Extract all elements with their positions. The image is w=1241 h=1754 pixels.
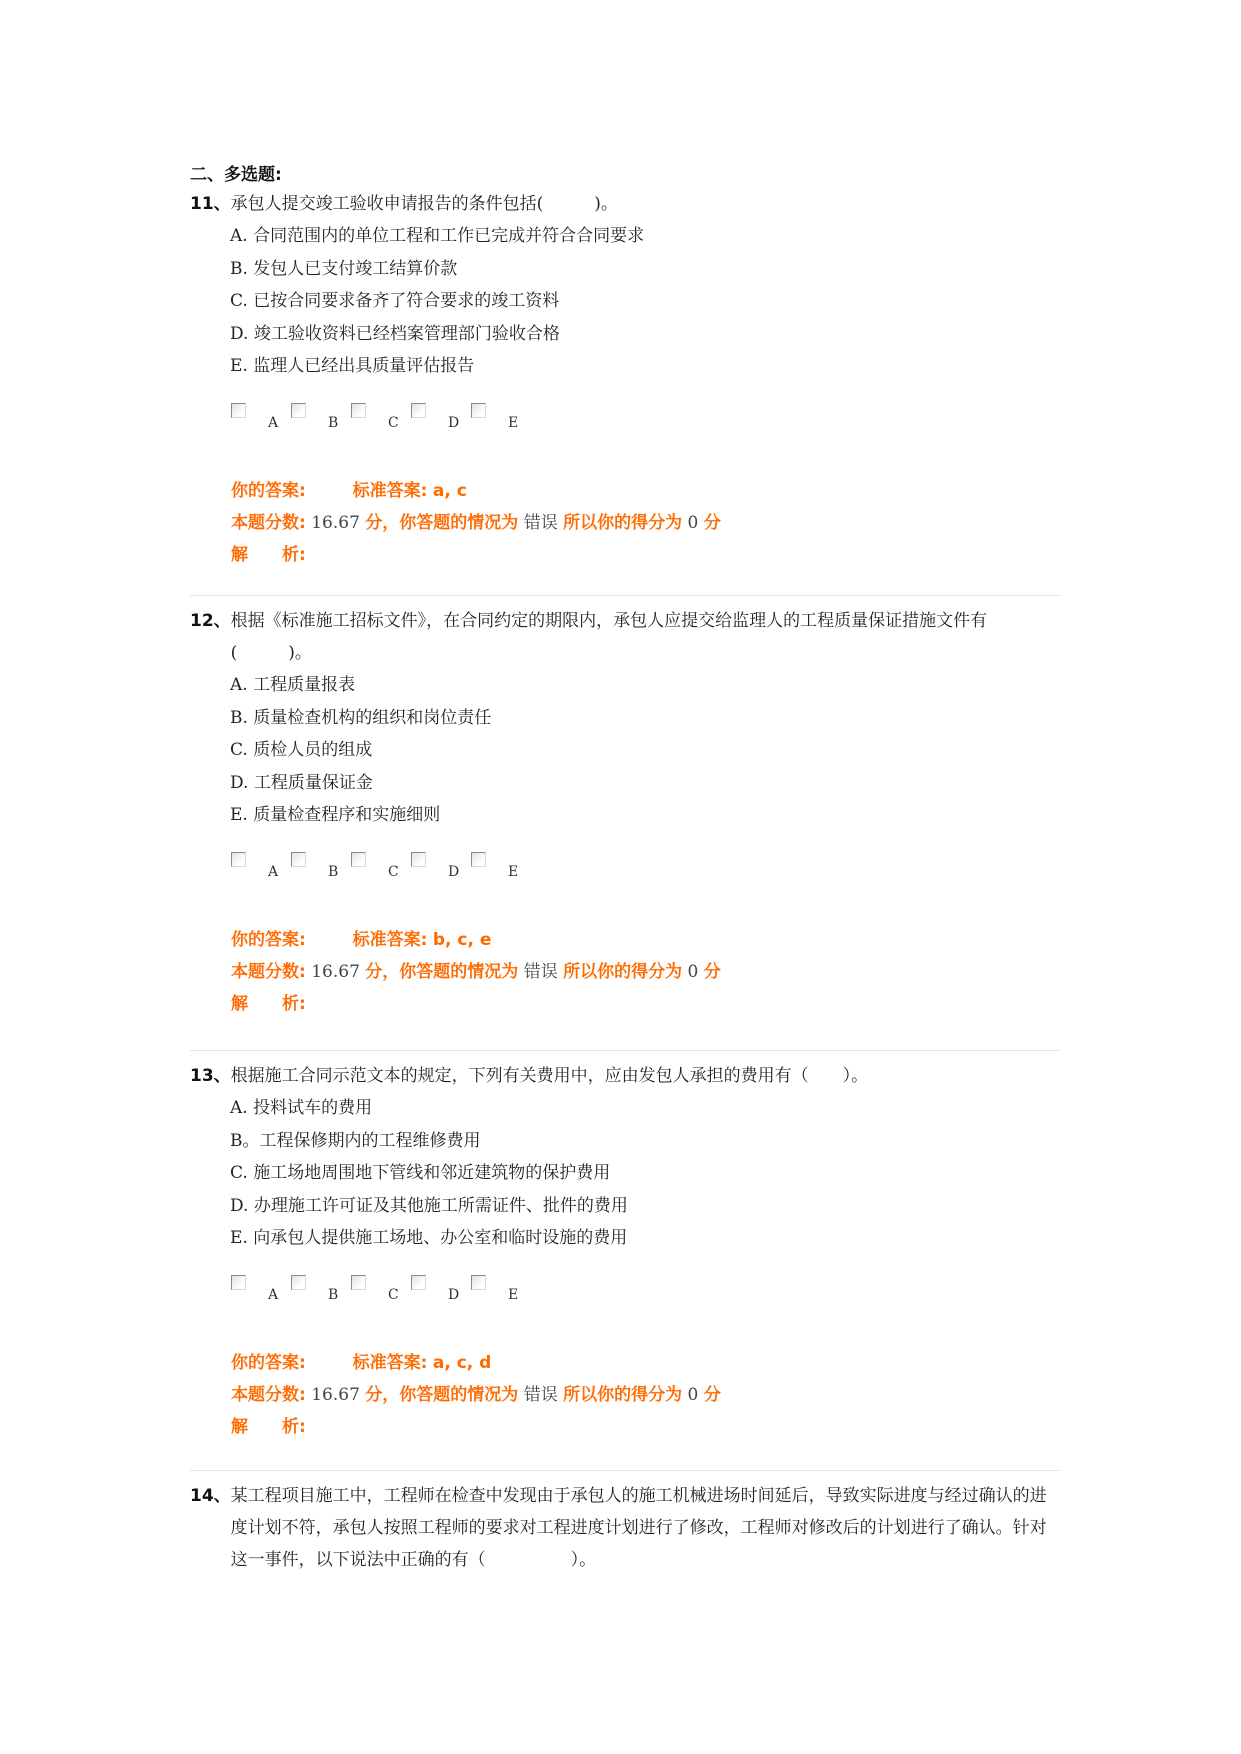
option-b: B. 发包人已支付竣工结算价款 xyxy=(230,258,458,279)
checkbox-label-a: A xyxy=(268,414,279,431)
question-13 xyxy=(190,1060,1060,1443)
question-number: 12、 xyxy=(190,611,231,631)
question-number: 13、 xyxy=(190,1066,231,1086)
score-unit-text: 分，你答题的情况为 xyxy=(365,961,519,982)
option-d: D. 竣工验收资料已经档案管理部门验收合格 xyxy=(230,323,560,344)
option-c: C. 已按合同要求备齐了符合要求的竣工资料 xyxy=(230,291,560,311)
option-list xyxy=(230,220,1060,383)
question-14 xyxy=(190,1480,1060,1576)
checkbox-d[interactable] xyxy=(411,403,426,418)
score-label: 本题分数: xyxy=(231,961,306,982)
answer-block xyxy=(231,1347,1060,1443)
answer-checkboxes xyxy=(231,403,1060,433)
score-line xyxy=(231,1379,1060,1411)
checkbox-label-d: D xyxy=(448,414,460,431)
question-text: 某工程项目施工中，工程师在检查中发现由于承包人的施工机械进场时间延后，导致实际进度与经过确认的进度计划不符，承包人按照工程师的要求对工程进度计划进行了修改，工程师对修改后的计划进行了确认。针对这一事件，以下说法中正确的有（ ）。 xyxy=(230,1486,1047,1570)
earned-value: 0 xyxy=(687,1384,699,1405)
checkbox-label-d: D xyxy=(448,863,460,880)
score-label: 本题分数: xyxy=(231,512,306,533)
result-status: 错误 xyxy=(523,1384,558,1405)
score-value: 16.67 xyxy=(311,961,360,982)
checkbox-a[interactable] xyxy=(231,403,246,418)
score-line xyxy=(231,507,1060,539)
earned-value: 0 xyxy=(687,961,699,982)
divider xyxy=(190,1470,1060,1471)
answer-block xyxy=(231,924,1060,1020)
score-label: 本题分数: xyxy=(231,1384,306,1405)
option-d: D. 工程质量保证金 xyxy=(230,772,373,793)
question-stem xyxy=(190,1060,1060,1092)
question-text: 根据施工合同示范文本的规定，下列有关费用中，应由发包人承担的费用有（ ）。 xyxy=(230,1066,869,1086)
option-list xyxy=(230,669,1060,832)
checkbox-b[interactable] xyxy=(291,852,306,867)
earned-text: 所以你的得分为 xyxy=(563,512,683,533)
checkbox-label-d: D xyxy=(448,1286,460,1303)
option-a: A. 投料试车的费用 xyxy=(230,1098,373,1118)
option-e: E. 监理人已经出具质量评估报告 xyxy=(230,356,475,376)
question-number: 11、 xyxy=(190,194,231,214)
earned-value: 0 xyxy=(687,512,699,533)
score-value: 16.67 xyxy=(311,512,360,533)
analysis-line xyxy=(231,988,1060,1020)
checkbox-b[interactable] xyxy=(291,1275,306,1290)
checkbox-d[interactable] xyxy=(411,1275,426,1290)
option-d: D. 办理施工许可证及其他施工所需证件、批件的费用 xyxy=(230,1195,628,1216)
result-status: 错误 xyxy=(523,961,558,982)
standard-answer-label: 标准答案: xyxy=(352,480,428,501)
checkbox-e[interactable] xyxy=(471,403,486,418)
earned-text: 所以你的得分为 xyxy=(563,1384,683,1405)
answer-line xyxy=(231,1347,1060,1379)
checkbox-label-e: E xyxy=(508,1286,519,1303)
checkbox-c[interactable] xyxy=(351,403,366,418)
option-b: B。工程保修期内的工程维修费用 xyxy=(230,1130,481,1151)
your-answer-label: 你的答案: xyxy=(231,1352,306,1373)
option-list xyxy=(230,1092,1060,1255)
option-c: C. 质检人员的组成 xyxy=(230,740,373,760)
your-answer-label: 你的答案: xyxy=(231,929,306,950)
checkbox-e[interactable] xyxy=(471,1275,486,1290)
checkbox-a[interactable] xyxy=(231,852,246,867)
divider xyxy=(190,595,1060,596)
checkbox-b[interactable] xyxy=(291,403,306,418)
earned-text: 所以你的得分为 xyxy=(563,961,683,982)
standard-answer: a, c xyxy=(432,480,467,501)
checkbox-label-c: C xyxy=(388,1286,399,1303)
answer-block xyxy=(231,475,1060,571)
checkbox-label-b: B xyxy=(328,414,339,431)
answer-checkboxes xyxy=(231,852,1060,882)
checkbox-label-c: C xyxy=(388,414,399,431)
score-unit-text: 分，你答题的情况为 xyxy=(365,1384,519,1405)
checkbox-label-e: E xyxy=(508,414,519,431)
earned-unit: 分 xyxy=(703,1384,721,1405)
earned-unit: 分 xyxy=(703,961,721,982)
analysis-line xyxy=(231,1411,1060,1443)
answer-line xyxy=(231,475,1060,507)
checkbox-label-b: B xyxy=(328,1286,339,1303)
question-number: 14、 xyxy=(190,1486,231,1506)
checkbox-d[interactable] xyxy=(411,852,426,867)
answer-checkboxes xyxy=(231,1275,1060,1305)
standard-answer-label: 标准答案: xyxy=(352,1352,428,1373)
question-stem xyxy=(190,1480,1060,1576)
option-a: A. 合同范围内的单位工程和工作已完成并符合合同要求 xyxy=(230,226,645,246)
divider xyxy=(190,1050,1060,1051)
option-e: E. 向承包人提供施工场地、办公室和临时设施的费用 xyxy=(230,1228,628,1248)
option-e: E. 质量检查程序和实施细则 xyxy=(230,805,441,825)
section-title: 二、多选题: xyxy=(190,165,282,185)
your-answer-label: 你的答案: xyxy=(231,480,306,501)
score-line xyxy=(231,956,1060,988)
standard-answer-label: 标准答案: xyxy=(352,929,428,950)
question-12 xyxy=(190,605,1060,1020)
checkbox-label-e: E xyxy=(508,863,519,880)
score-value: 16.67 xyxy=(311,1384,360,1405)
option-b: B. 质量检查机构的组织和岗位责任 xyxy=(230,707,492,728)
option-c: C. 施工场地周围地下管线和邻近建筑物的保护费用 xyxy=(230,1163,611,1183)
analysis-label: 解 析: xyxy=(231,544,306,565)
checkbox-a[interactable] xyxy=(231,1275,246,1290)
checkbox-c[interactable] xyxy=(351,852,366,867)
option-a: A. 工程质量报表 xyxy=(230,675,356,695)
analysis-label: 解 析: xyxy=(231,993,306,1014)
answer-line xyxy=(231,924,1060,956)
result-status: 错误 xyxy=(523,512,558,533)
analysis-line xyxy=(231,539,1060,571)
question-text: 承包人提交竣工验收申请报告的条件包括( )。 xyxy=(230,194,618,214)
question-11 xyxy=(190,188,1060,571)
checkbox-label-a: A xyxy=(268,863,279,880)
question-stem xyxy=(190,188,1060,220)
checkbox-label-b: B xyxy=(328,863,339,880)
analysis-label: 解 析: xyxy=(231,1416,306,1437)
checkbox-e[interactable] xyxy=(471,852,486,867)
question-stem xyxy=(190,605,1060,669)
checkbox-label-a: A xyxy=(268,1286,279,1303)
checkbox-label-c: C xyxy=(388,863,399,880)
question-text: 根据《标准施工招标文件》，在合同约定的期限内，承包人应提交给监理人的工程质量保证措施文件有( )。 xyxy=(230,611,988,663)
standard-answer: b, c, e xyxy=(432,929,492,950)
earned-unit: 分 xyxy=(703,512,721,533)
score-unit-text: 分，你答题的情况为 xyxy=(365,512,519,533)
standard-answer: a, c, d xyxy=(432,1352,492,1373)
checkbox-c[interactable] xyxy=(351,1275,366,1290)
